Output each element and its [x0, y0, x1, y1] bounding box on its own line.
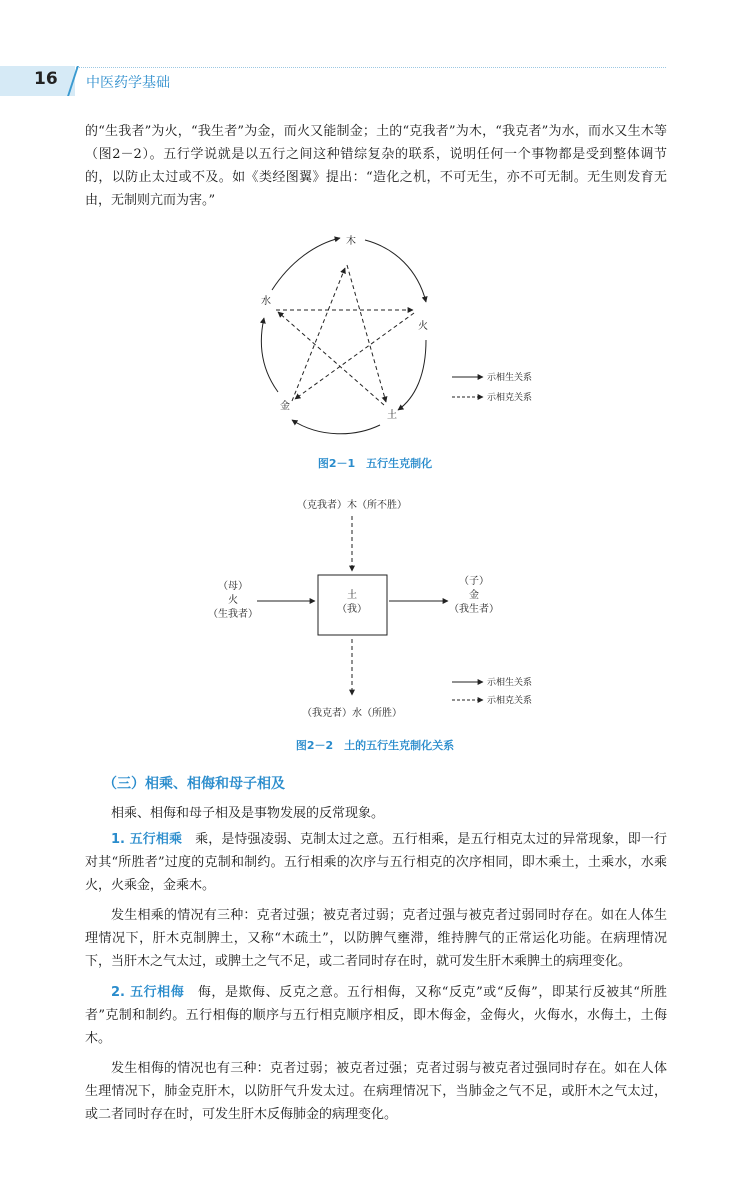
- header-rule: [76, 67, 666, 68]
- intro-paragraph: 的“生我者”为火，“我生者”为金，而火又能制金；土的“克我者”为木，“我克者”为水，而水又生木等（图2－2）。五行学说就是以五行之间这种错综复杂的联系，说明任何一个事物都是受到整体调节的，以防止太过或不及。如《类经图翼》提出：“造化之机，不可无生，亦不可无制。无生则发育无由，无制则亢而为害。”: [85, 124, 667, 208]
- item2-heading: 2. 五行相侮: [111, 985, 185, 1000]
- arc-fire-earth: [398, 340, 426, 410]
- left-generates-me: （生我者）: [208, 609, 258, 620]
- book-title: 中医药学基础: [86, 75, 170, 91]
- figure2-caption: 图2－2 土的五行生克制化关系: [295, 739, 455, 752]
- star-fire-metal: [295, 313, 414, 399]
- arc-wood-fire: [365, 240, 426, 302]
- figure-five-elements: [0, 225, 750, 445]
- left-mother: （母）: [218, 581, 248, 592]
- legend2-restrain-label: 示相克关系: [487, 696, 533, 706]
- label-bottom-water: （我克者）水（所胜）: [302, 708, 402, 719]
- arc-metal-water: [261, 318, 278, 392]
- center-earth: 土: [347, 590, 357, 601]
- figure1-caption: 图2－1 五行生克制化: [317, 457, 433, 470]
- item1-paragraph: [85, 828, 667, 897]
- star-earth-water: [278, 312, 384, 405]
- label-fire: 火: [418, 321, 428, 332]
- arc-earth-metal: [292, 420, 380, 434]
- wu-paragraph: 发生相侮的情况也有三种：克者过弱；被克者过强；克者过弱与被克者过强同时存在。如在人体生理情况下，肺金克肝木，以防肝气升发太过。在病理情况下，当肺金之气不足，或肝木之气太过，或二者同时存在时，可发生肝木反侮肺金的病理变化。: [85, 1061, 667, 1122]
- label-water: 水: [261, 296, 271, 307]
- right-metal: 金: [469, 590, 479, 601]
- item2-text: 侮，是欺侮、反克之意。五行相侮，又称“反克”或“反侮”，即某行反被其“所胜者”克制和制约。五行相侮的顺序与五行相克顺序相反，即木侮金，金侮火，火侮水，水侮土，土侮木。: [85, 985, 667, 1046]
- right-i-generate: （我生者）: [449, 604, 499, 615]
- item1-text: 乘，是恃强凌弱、克制太过之意。五行相乘，是五行相克太过的异常现象，即一行对其“所胜者”过度的克制和制约。五行相乘的次序与五行相克的次序相同，即木乘土，土乘水，水乘火，火乘金，金乘木。: [85, 832, 667, 893]
- star-metal-wood: [292, 268, 345, 401]
- item1-heading: 1. 五行相乘: [111, 832, 183, 847]
- label-wood: 木: [346, 236, 356, 247]
- label-metal: 金: [280, 401, 290, 412]
- label-top-wood: （克我者）木（所不胜）: [297, 500, 407, 511]
- legend-restrain-label: 示相克关系: [487, 393, 533, 403]
- right-child: （子）: [459, 576, 489, 587]
- item2-paragraph: [85, 981, 667, 1050]
- legend-generate-label: 示相生关系: [487, 373, 533, 383]
- legend2-generate-label: 示相生关系: [487, 678, 533, 688]
- page-number: 16: [34, 69, 58, 89]
- label-earth: 土: [387, 410, 397, 421]
- section-title: （三）相乘、相侮和母子相及: [103, 776, 285, 792]
- arc-water-wood: [272, 238, 340, 290]
- cheng-paragraph: 发生相乘的情况有三种：克者过强；被克者过弱；克者过强与被克者过弱同时存在。如在人体生理情况下，肝木克制脾土，又称“木疏土”，以防脾气壅滞，维持脾气的正常运化功能。在病理情况下，当肝木之气太过，或脾土之气不足，或二者同时存在时，就可发生肝木乘脾土的病理变化。: [85, 908, 667, 969]
- left-fire: 火: [228, 595, 238, 606]
- figure-earth-relations: [0, 490, 750, 725]
- star-wood-earth: [347, 265, 386, 402]
- section-intro: 相乘、相侮和母子相及是事物发展的反常现象。: [111, 806, 385, 821]
- center-self: （我）: [337, 604, 367, 615]
